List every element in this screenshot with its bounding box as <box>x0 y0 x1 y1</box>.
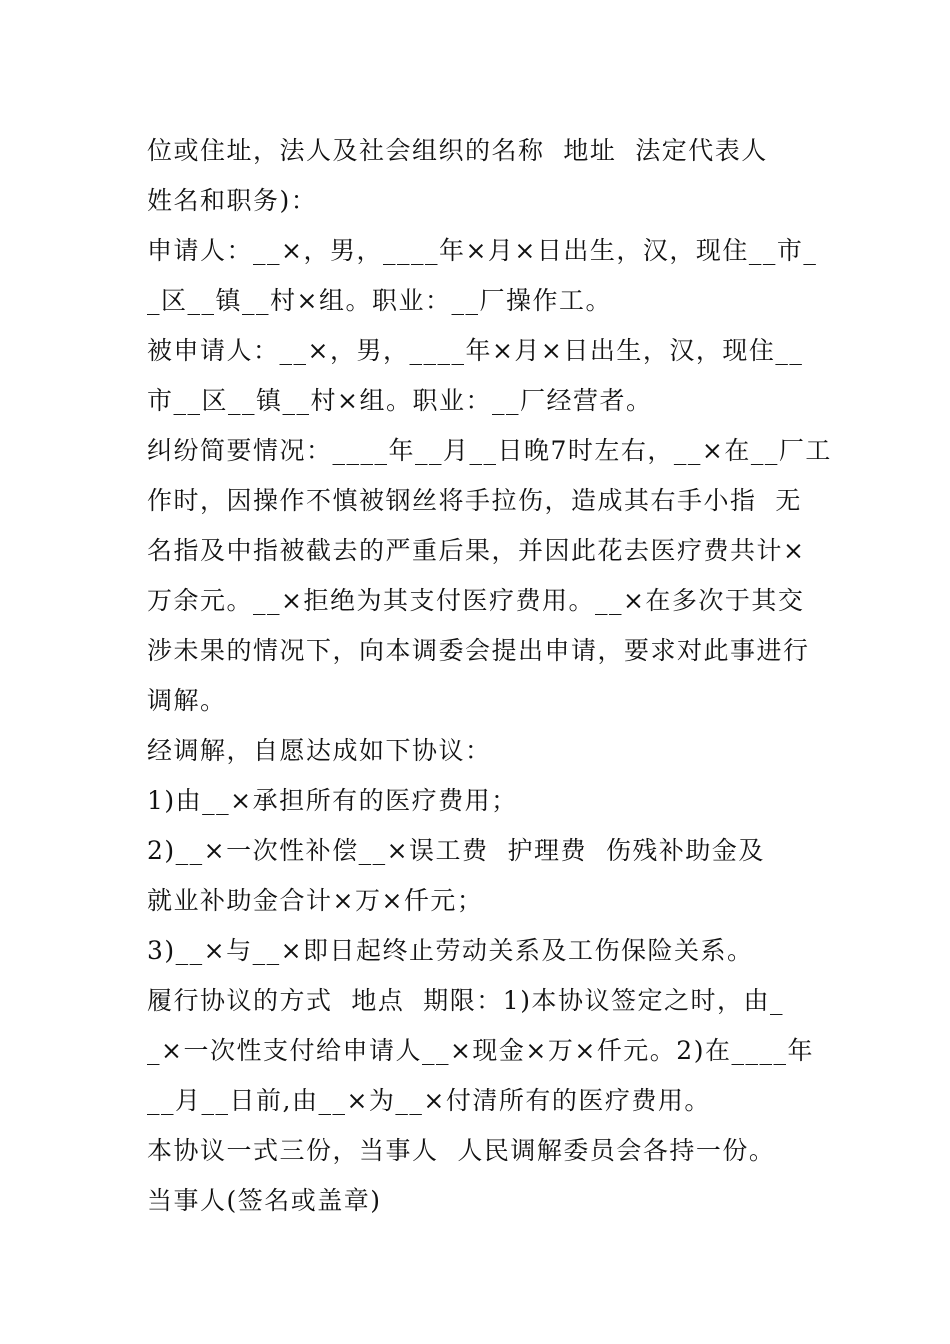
text-line: 当事人(签名或盖章) <box>147 1186 382 1215</box>
text-line: 作时，因操作不慎被钢丝将手拉伤，造成其右手小指 无 <box>147 486 802 515</box>
text-line: 被申请人：__×，男，____年×月×日出生，汉，现住__ <box>147 336 804 365</box>
text-line: 申请人：__×，男，____年×月×日出生，汉，现住__市_ <box>147 236 818 265</box>
text-line: 市__区__镇__村×组。职业：__厂经营者。 <box>147 386 653 415</box>
text-line: _×一次性支付给申请人__×现金×万×仟元。2)在____年 <box>147 1036 814 1065</box>
document-body <box>147 126 832 1226</box>
text-line: 就业补助金合计×万×仟元； <box>147 886 484 915</box>
text-line: 位或住址，法人及社会组织的名称 地址 法定代表人 <box>147 136 768 165</box>
text-line: 纠纷简要情况：____年__月__日晚7时左右，__×在__厂工 <box>147 436 832 465</box>
text-line: 名指及中指被截去的严重后果，并因此花去医疗费共计× <box>147 536 806 565</box>
text-line: _区__镇__村×组。职业：__厂操作工。 <box>147 286 612 315</box>
text-line: 履行协议的方式 地点 期限：1)本协议签定之时，由_ <box>147 986 784 1015</box>
text-line: 调解。 <box>147 686 227 715</box>
text-line: 3)__×与__×即日起终止劳动关系及工伤保险关系。 <box>147 936 754 965</box>
text-line: 姓名和职务)： <box>147 186 318 215</box>
text-line: 经调解，自愿达成如下协议： <box>147 736 492 765</box>
text-line: 涉未果的情况下，向本调委会提出申请，要求对此事进行 <box>147 636 810 665</box>
text-line: 本协议一式三份，当事人 人民调解委员会各持一份。 <box>147 1136 776 1165</box>
text-line: 1)由__×承担所有的医疗费用； <box>147 786 518 815</box>
text-line: 万余元。__×拒绝为其支付医疗费用。__×在多次于其交 <box>147 586 805 615</box>
text-line: 2)__×一次性补偿__×误工费 护理费 伤残补助金及 <box>147 836 765 865</box>
text-line: __月__日前,由__×为__×付清所有的医疗费用。 <box>147 1086 711 1115</box>
